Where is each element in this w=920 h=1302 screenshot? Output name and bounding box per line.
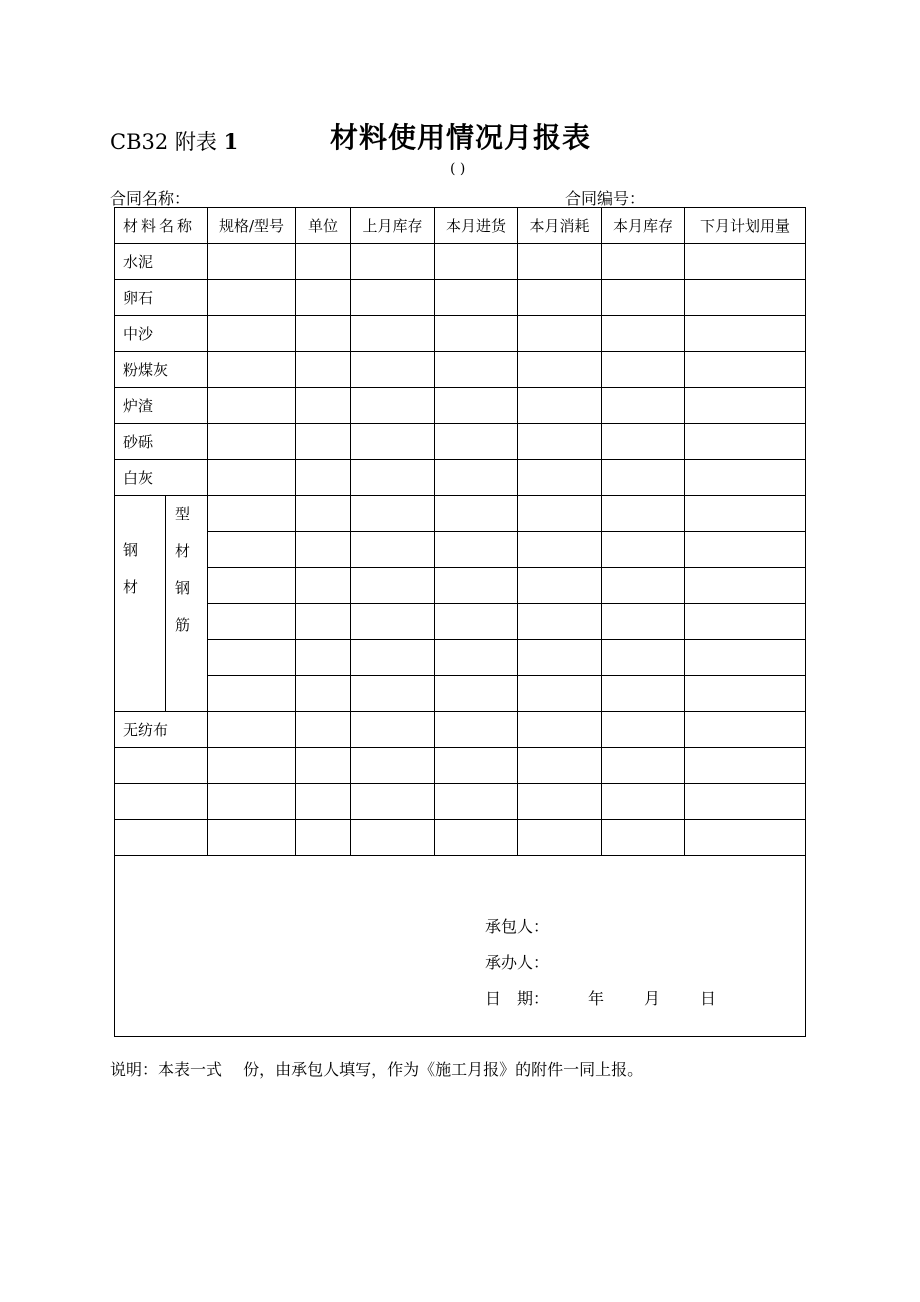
table-cell[interactable] (208, 784, 296, 820)
column-header: 本月库存 (602, 208, 685, 244)
table-cell[interactable] (602, 784, 685, 820)
material-report-table (114, 207, 806, 1037)
table-cell[interactable] (351, 676, 435, 712)
table-cell[interactable] (602, 460, 685, 496)
column-header: 下月计划用量 (685, 208, 806, 244)
table-cell[interactable] (296, 388, 351, 424)
table-cell[interactable] (351, 820, 435, 856)
table-cell[interactable] (208, 676, 296, 712)
material-name-cell: 水泥 (115, 244, 208, 280)
table-cell[interactable] (685, 784, 806, 820)
table-cell[interactable] (685, 820, 806, 856)
material-name-cell: 砂砾 (115, 424, 208, 460)
contractor-label: 承包人： (485, 917, 550, 936)
table-cell[interactable] (602, 424, 685, 460)
table-row (115, 532, 806, 568)
table-cell[interactable] (602, 604, 685, 640)
table-cell[interactable] (685, 352, 806, 388)
material-name-cell[interactable] (115, 820, 208, 856)
table-cell[interactable] (685, 424, 806, 460)
table-cell[interactable] (351, 568, 435, 604)
table-cell[interactable] (435, 712, 518, 748)
table-row (115, 820, 806, 856)
table-cell[interactable] (351, 712, 435, 748)
table-cell[interactable] (685, 280, 806, 316)
table-row (115, 460, 806, 496)
table-cell[interactable] (208, 748, 296, 784)
table-cell[interactable] (685, 748, 806, 784)
table-cell[interactable] (351, 424, 435, 460)
table-row (115, 280, 806, 316)
table-cell[interactable] (435, 352, 518, 388)
table-cell[interactable] (296, 244, 351, 280)
table-cell[interactable] (435, 568, 518, 604)
title-parenthesis: ( ) (450, 161, 466, 177)
table-row (115, 352, 806, 388)
column-header: 本月消耗 (518, 208, 602, 244)
column-header: 材料名称 (115, 208, 208, 244)
table-cell[interactable] (602, 676, 685, 712)
table-cell[interactable] (518, 316, 602, 352)
table-cell[interactable] (518, 820, 602, 856)
handler-label: 承办人： (485, 953, 550, 972)
table-cell[interactable] (208, 316, 296, 352)
table-cell[interactable] (351, 316, 435, 352)
table-cell[interactable] (685, 568, 806, 604)
table-row (115, 496, 806, 532)
column-header: 上月库存 (351, 208, 435, 244)
table-cell[interactable] (685, 388, 806, 424)
table-cell[interactable] (602, 820, 685, 856)
steel-group-char: 材 (123, 578, 139, 596)
table-cell[interactable] (435, 604, 518, 640)
material-name-cell: 无纺布 (115, 712, 208, 748)
table-cell[interactable] (296, 784, 351, 820)
table-cell[interactable] (685, 316, 806, 352)
table-row (115, 712, 806, 748)
table-cell[interactable] (602, 532, 685, 568)
table-cell[interactable] (296, 604, 351, 640)
table-cell[interactable] (435, 640, 518, 676)
table-cell[interactable] (208, 388, 296, 424)
table-cell[interactable] (351, 280, 435, 316)
steel-group-char: 钢 (123, 541, 139, 559)
table-cell[interactable] (602, 748, 685, 784)
table-cell[interactable] (296, 316, 351, 352)
table-cell[interactable] (685, 496, 806, 532)
table-cell[interactable] (685, 640, 806, 676)
table-cell[interactable] (685, 676, 806, 712)
steel-subtype-char: 材 (175, 542, 191, 560)
form-code-prefix: CB32 附表 (110, 130, 217, 154)
table-cell[interactable] (351, 388, 435, 424)
table-cell[interactable] (602, 496, 685, 532)
signature-row (115, 856, 806, 1037)
table-cell[interactable] (351, 640, 435, 676)
table-cell[interactable] (208, 568, 296, 604)
table-row (115, 604, 806, 640)
table-cell[interactable] (435, 244, 518, 280)
table-cell[interactable] (208, 244, 296, 280)
table-cell[interactable] (296, 712, 351, 748)
table-cell[interactable] (435, 820, 518, 856)
table-cell[interactable] (351, 748, 435, 784)
table-cell[interactable] (518, 532, 602, 568)
signature-area (115, 856, 806, 1037)
table-row (115, 244, 806, 280)
table-cell[interactable] (296, 280, 351, 316)
table-cell[interactable] (208, 424, 296, 460)
table-header-row (115, 208, 806, 244)
date-label: 日 期： (485, 989, 550, 1008)
steel-subtype-char: 筋 (175, 616, 191, 634)
table-cell[interactable] (296, 352, 351, 388)
table-cell[interactable] (208, 496, 296, 532)
table-cell[interactable] (518, 352, 602, 388)
material-name-cell: 炉渣 (115, 388, 208, 424)
table-row (115, 388, 806, 424)
table-row (115, 748, 806, 784)
table-row (115, 568, 806, 604)
footnote: 说明：本表一式 份，由承包人填写，作为《施工月报》的附件一同上报。 (110, 1060, 644, 1079)
table-cell[interactable] (296, 640, 351, 676)
table-cell[interactable] (208, 352, 296, 388)
steel-group-cell (115, 496, 166, 712)
table-cell[interactable] (435, 424, 518, 460)
table-cell[interactable] (518, 712, 602, 748)
material-name-cell[interactable] (115, 784, 208, 820)
month-label: 月 (644, 989, 661, 1008)
table-cell[interactable] (685, 712, 806, 748)
steel-subtype-char: 型 (175, 505, 191, 523)
material-name-cell: 卵石 (115, 280, 208, 316)
table-row (115, 424, 806, 460)
table-cell[interactable] (351, 604, 435, 640)
table-row (115, 784, 806, 820)
table-cell[interactable] (435, 496, 518, 532)
table-cell[interactable] (602, 568, 685, 604)
table-cell[interactable] (351, 532, 435, 568)
steel-subtype-cell (166, 496, 208, 712)
steel-subtype-char: 钢 (175, 579, 191, 597)
material-name-cell: 白灰 (115, 460, 208, 496)
table-cell[interactable] (685, 244, 806, 280)
material-name-cell: 粉煤灰 (115, 352, 208, 388)
table-row (115, 676, 806, 712)
table-cell[interactable] (602, 352, 685, 388)
table-row (115, 640, 806, 676)
table-cell[interactable] (602, 712, 685, 748)
table-cell[interactable] (518, 460, 602, 496)
table-row (115, 316, 806, 352)
year-label: 年 (588, 989, 605, 1008)
table-cell[interactable] (602, 640, 685, 676)
table-cell[interactable] (296, 568, 351, 604)
column-header: 规格/型号 (208, 208, 296, 244)
table-cell[interactable] (296, 424, 351, 460)
table-cell[interactable] (518, 676, 602, 712)
table-cell[interactable] (208, 460, 296, 496)
table-cell[interactable] (435, 460, 518, 496)
table-cell[interactable] (351, 244, 435, 280)
table-cell[interactable] (296, 460, 351, 496)
table-cell[interactable] (602, 280, 685, 316)
table-cell[interactable] (208, 532, 296, 568)
table-cell[interactable] (518, 424, 602, 460)
table-cell[interactable] (208, 604, 296, 640)
table-cell[interactable] (435, 280, 518, 316)
table-cell[interactable] (296, 496, 351, 532)
form-code (110, 126, 238, 156)
table-cell[interactable] (518, 748, 602, 784)
column-header: 本月进货 (435, 208, 518, 244)
table-cell[interactable] (518, 388, 602, 424)
contract-number-label: 合同编号： (565, 189, 646, 208)
form-code-number: 1 (223, 129, 239, 154)
table-cell[interactable] (602, 244, 685, 280)
table-cell[interactable] (435, 532, 518, 568)
table-cell[interactable] (518, 604, 602, 640)
table-cell[interactable] (518, 496, 602, 532)
table-cell[interactable] (602, 316, 685, 352)
table-cell[interactable] (351, 784, 435, 820)
table-cell[interactable] (685, 460, 806, 496)
table-cell[interactable] (296, 820, 351, 856)
table-cell[interactable] (518, 568, 602, 604)
page-title: 材料使用情况月报表 (330, 121, 592, 154)
contract-name-label: 合同名称： (110, 189, 191, 208)
table-cell[interactable] (518, 244, 602, 280)
table-cell[interactable] (296, 676, 351, 712)
table-cell[interactable] (208, 280, 296, 316)
table-cell[interactable] (685, 604, 806, 640)
material-name-cell[interactable] (115, 748, 208, 784)
table-cell[interactable] (518, 640, 602, 676)
table-cell[interactable] (685, 532, 806, 568)
table-cell[interactable] (435, 316, 518, 352)
table-cell[interactable] (435, 388, 518, 424)
table-cell[interactable] (435, 784, 518, 820)
table-cell[interactable] (602, 388, 685, 424)
table-cell[interactable] (435, 748, 518, 784)
table-cell[interactable] (351, 352, 435, 388)
day-label: 日 (700, 989, 717, 1008)
table-cell[interactable] (296, 748, 351, 784)
table-cell[interactable] (351, 496, 435, 532)
table-cell[interactable] (208, 712, 296, 748)
material-name-cell: 中沙 (115, 316, 208, 352)
table-cell[interactable] (208, 820, 296, 856)
table-cell[interactable] (351, 460, 435, 496)
table-cell[interactable] (208, 640, 296, 676)
table-cell[interactable] (296, 532, 351, 568)
column-header: 单位 (296, 208, 351, 244)
table-cell[interactable] (518, 784, 602, 820)
table-cell[interactable] (435, 676, 518, 712)
table-cell[interactable] (518, 280, 602, 316)
